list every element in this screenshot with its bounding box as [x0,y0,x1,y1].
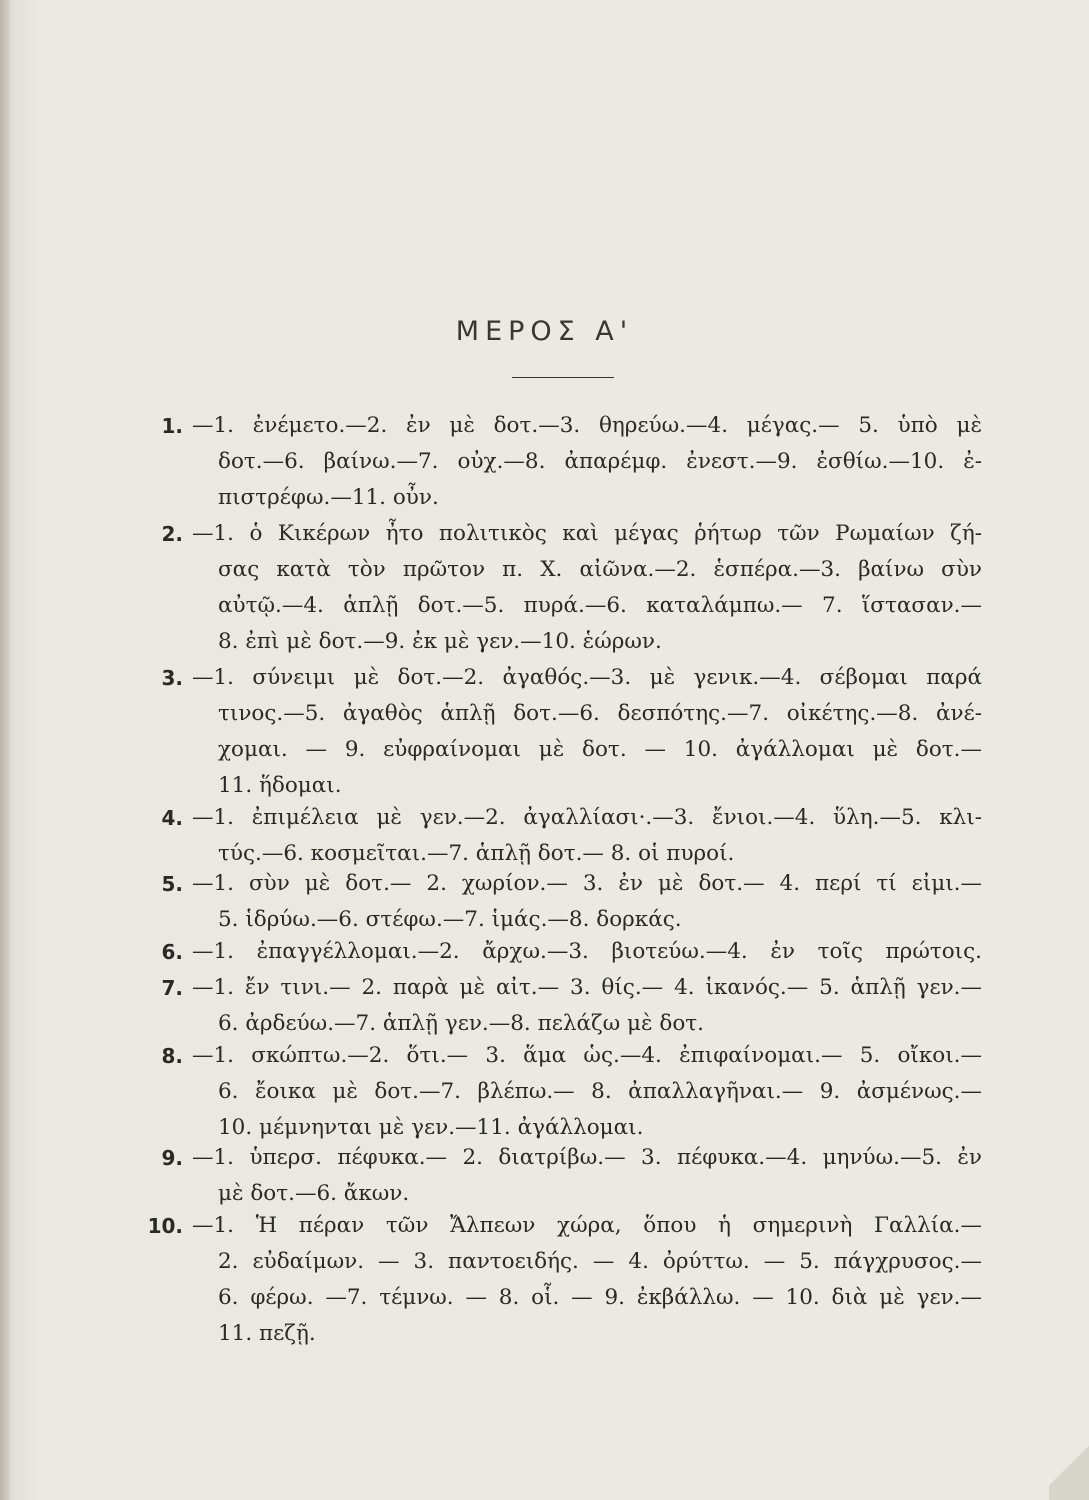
section-number: 8. [161,1044,183,1068]
section-line: χομαι. — 9. εὐφραίνομαι μὲ δοτ. — 10. ἀγάλλομαι μὲ δοτ.— [218,737,982,762]
section-line: τύς.—6. κοσμεῖται.—7. ἁπλῇ δοτ.— 8. οἱ πυροί. [218,841,735,866]
section-line: 2. εὐδαίμων. — 3. παντοειδής. — 4. ὀρύττω. — 5. πάγχρυσος.— [218,1249,982,1274]
section-line: αὐτῷ.—4. ἁπλῇ δοτ.—5. πυρά.—6. καταλάμπω.— 7. ἵστασαν.— [218,593,982,618]
section-line: —1. ὑπερσ. πέφυκα.— 2. διατρίβω.— 3. πέφυκα.—4. μηνύω.—5. ἐν [192,1145,982,1170]
section-line: 10. μέμνηνται μὲ γεν.—11. ἀγάλλομαι. [218,1115,644,1140]
section-line: —1. ἔν τινι.— 2. παρὰ μὲ αἰτ.— 3. θίς.— 4. ἱκανός.— 5. ἁπλῇ γεν.— [192,975,982,1000]
section-line: 11. πεζῇ. [218,1321,316,1346]
section-line: δοτ.—6. βαίνω.—7. οὐχ.—8. ἀπαρέμφ. ἐνεστ.—9. ἐσθίω.—10. ἐ- [218,449,982,474]
section-number: 3. [161,666,183,690]
section-number: 6. [161,940,183,964]
heading-divider [512,377,614,378]
section-line: —1. ἐνέμετο.—2. ἐν μὲ δοτ.—3. θηρεύω.—4. μέγας.— 5. ὑπὸ μὲ [192,413,982,438]
section-line: —1. σύνειμι μὲ δοτ.—2. ἀγαθός.—3. μὲ γενικ.—4. σέβομαι παρά [192,665,982,690]
section-number: 9. [161,1146,183,1170]
section-line: σας κατὰ τὸν πρῶτον π. Χ. αἰῶνα.—2. ἑσπέρα.—3. βαίνω σὺν [218,557,982,582]
section-line: τινος.—5. ἀγαθὸς ἁπλῇ δοτ.—6. δεσπότης.—7. οἰκέτης.—8. ἀνέ- [218,701,982,726]
section-number: 1. [161,414,183,438]
section-line: 6. φέρω. —7. τέμνω. — 8. οἷ. — 9. ἐκβάλλω. — 10. διὰ μὲ γεν.— [218,1285,982,1310]
section-line: μὲ δοτ.—6. ἄκων. [218,1181,410,1206]
page-corner-fold [1049,1430,1089,1500]
section-number: 7. [161,976,183,1000]
section-line: 6. ἀρδεύω.—7. ἁπλῇ γεν.—8. πελάζω μὲ δοτ. [218,1011,704,1036]
section-line: —1. σκώπτω.—2. ὅτι.— 3. ἅμα ὡς.—4. ἐπιφαίνομαι.— 5. οἴκοι.— [192,1043,982,1068]
page-heading: ΜΕΡΟΣ Α' [455,316,634,347]
section-number: 4. [161,806,183,830]
section-number: 2. [161,522,183,546]
section-line: πιστρέφω.—11. οὖν. [218,485,439,510]
section-line: —1. ἐπαγγέλλομαι.—2. ἄρχω.—3. βιοτεύω.—4. ἐν τοῖς πρώτοις. [192,939,982,964]
section-line: 8. ἐπὶ μὲ δοτ.—9. ἐκ μὲ γεν.—10. ἑώρων. [218,629,662,654]
section-line: 11. ἥδομαι. [218,773,342,798]
section-number: 10. [147,1214,183,1238]
section-line: —1. ἐπιμέλεια μὲ γεν.—2. ἀγαλλίασι·.—3. ἔνιοι.—4. ὕλη.—5. κλι- [192,805,982,830]
section-line: 5. ἱδρύω.—6. στέφω.—7. ἱμάς.—8. δορκάς. [218,907,682,932]
section-line: —1. ὁ Κικέρων ἦτο πολιτικὸς καὶ μέγας ῥήτωρ τῶν Ρωμαίων ζή- [192,521,982,546]
section-line: 6. ἔοικα μὲ δοτ.—7. βλέπω.— 8. ἀπαλλαγῆναι.— 9. ἀσμένως.— [218,1079,982,1104]
section-number: 5. [161,872,183,896]
section-line: —1. Ἡ πέραν τῶν Ἄλπεων χώρα, ὅπου ἡ σημερινὴ Γαλλία.— [192,1213,982,1238]
page-binding-edge [0,0,10,1500]
section-line: —1. σὺν μὲ δοτ.— 2. χωρίον.— 3. ἐν μὲ δοτ.— 4. περί τί εἰμι.— [192,871,982,896]
